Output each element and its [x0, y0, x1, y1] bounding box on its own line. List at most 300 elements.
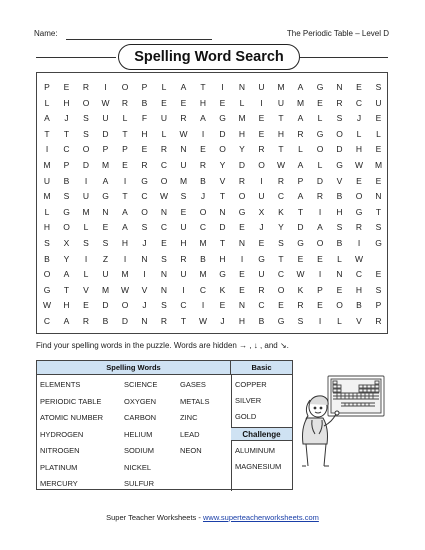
grid-letter: H — [277, 128, 285, 139]
basic-word: COPPER — [235, 380, 267, 389]
grid-letter: A — [317, 222, 323, 233]
grid-letter: L — [356, 128, 362, 139]
grid-letter: T — [200, 82, 206, 92]
grid-letter: U — [82, 191, 90, 202]
student-periodic-table-illustration — [298, 370, 388, 470]
grid-row — [37, 282, 387, 298]
grid-letter: S — [375, 222, 382, 233]
grid-letter: S — [102, 238, 109, 248]
instructions: Find your spelling words in the puzzle. Words are hidden → , ↓ , and ↘. — [36, 341, 289, 350]
grid-letter: M — [43, 160, 51, 170]
page-title-text: Spelling Word Search — [134, 49, 284, 65]
grid-letter: U — [258, 191, 265, 202]
challenge-word: ALUMINUM — [235, 446, 276, 455]
grid-row — [37, 204, 387, 220]
grid-letter: A — [63, 269, 70, 280]
grid-letter: M — [179, 175, 188, 186]
grid-letter: B — [356, 300, 362, 311]
grid-letter: W — [120, 284, 130, 295]
grid-row — [37, 235, 387, 251]
grid-letter: L — [44, 97, 50, 108]
grid-letter: R — [141, 160, 148, 170]
grid-letter: U — [180, 269, 187, 280]
grid-letter: S — [83, 128, 89, 139]
spelling-word: ELEMENTS — [40, 380, 81, 389]
grid-letter: B — [336, 238, 343, 248]
grid-row — [37, 126, 387, 142]
spelling-word: SODIUM — [124, 446, 154, 455]
grid-letter: D — [102, 300, 109, 311]
grid-letter: L — [337, 253, 342, 264]
grid-letter: I — [84, 175, 88, 186]
grid-letter: G — [43, 284, 51, 295]
spelling-word: ZINC — [180, 413, 198, 422]
grid-letter: A — [44, 113, 50, 124]
grid-letter: I — [201, 128, 205, 139]
grid-letter: U — [375, 97, 382, 108]
grid-letter: K — [278, 206, 284, 217]
grid-letter: A — [297, 160, 304, 170]
grid-letter: N — [336, 82, 343, 92]
grid-letter: A — [102, 175, 109, 186]
grid-letter: Y — [63, 253, 70, 264]
grid-letter: P — [375, 300, 382, 311]
spelling-word: LEAD — [180, 429, 200, 439]
grid-letter: E — [83, 300, 89, 311]
grid-letter: E — [336, 284, 343, 295]
grid-letter: H — [63, 300, 70, 311]
grid-row — [37, 157, 387, 173]
grid-letter: I — [318, 206, 322, 217]
grid-letter: T — [122, 128, 128, 139]
spelling-word: NICKEL — [124, 462, 152, 472]
grid-letter: O — [141, 206, 148, 217]
grid-letter: S — [180, 191, 187, 202]
grid-row — [37, 251, 387, 267]
grid-letter: E — [63, 82, 70, 92]
challenge-header: Challenge — [231, 427, 292, 441]
grid-letter: U — [160, 113, 168, 124]
grid-letter: E — [161, 238, 167, 248]
spelling-word: SULFUR — [124, 479, 155, 488]
grid-letter: N — [238, 82, 246, 92]
grid-letter: E — [258, 238, 265, 248]
grid-letter: O — [277, 284, 285, 295]
grid-letter: I — [143, 269, 146, 280]
spelling-word: SCIENCE — [124, 380, 158, 389]
grid-letter: J — [356, 113, 362, 124]
grid-letter: O — [121, 82, 129, 92]
grid-letter: M — [277, 82, 285, 92]
grid-letter: P — [317, 284, 323, 295]
spelling-word: GASES — [180, 380, 206, 389]
grid-row — [37, 173, 387, 189]
grid-letter: S — [297, 316, 304, 326]
grid-letter: Z — [102, 253, 109, 264]
grid-letter: U — [258, 269, 265, 280]
grid-letter: W — [354, 253, 364, 264]
grid-letter: W — [198, 316, 208, 326]
grid-letter: A — [122, 222, 128, 233]
grid-letter: N — [102, 206, 109, 217]
grid-letter: G — [277, 316, 285, 326]
grid-letter: G — [316, 82, 324, 92]
grid-row — [37, 297, 387, 313]
grid-letter: H — [219, 253, 226, 264]
grid-letter: P — [44, 82, 50, 92]
grid-letter: E — [356, 175, 362, 186]
grid-row — [37, 110, 387, 126]
grid-letter: I — [221, 82, 224, 92]
grid-letter: B — [258, 316, 265, 326]
grid-letter: S — [83, 113, 89, 124]
grid-letter: V — [356, 316, 362, 326]
grid-letter: T — [219, 191, 226, 202]
word-list-table — [36, 360, 293, 490]
grid-letter: B — [200, 253, 206, 264]
grid-letter: H — [199, 97, 207, 108]
grid-letter: O — [121, 300, 129, 311]
grid-letter: O — [82, 144, 90, 155]
page-title — [118, 44, 300, 70]
grid-letter: G — [355, 206, 363, 217]
grid-letter: S — [161, 300, 167, 311]
grid-letter: R — [336, 97, 343, 108]
grid-letter: N — [219, 206, 226, 217]
grid-letter: O — [336, 300, 343, 311]
grid-letter: D — [102, 128, 109, 139]
grid-letter: T — [122, 191, 128, 202]
grid-letter: D — [121, 316, 129, 326]
grid-letter: E — [102, 222, 109, 233]
grid-letter: C — [180, 300, 187, 311]
spelling-word: ATOMIC NUMBER — [40, 413, 104, 422]
grid-letter: C — [199, 284, 207, 295]
grid-letter: B — [102, 316, 109, 326]
grid-letter: J — [220, 316, 225, 326]
grid-letter: E — [317, 97, 323, 108]
title-rule-right — [300, 57, 388, 58]
grid-letter: E — [258, 128, 265, 139]
grid-letter: R — [160, 144, 168, 155]
grid-letter: Y — [278, 222, 284, 233]
grid-letter: D — [316, 175, 324, 186]
grid-letter: U — [180, 222, 187, 233]
grid-letter: L — [317, 160, 323, 170]
grid-letter: O — [219, 144, 226, 155]
grid-letter: W — [179, 128, 188, 139]
grid-letter: G — [219, 269, 226, 280]
grid-letter: K — [297, 284, 304, 295]
grid-letter: C — [199, 222, 207, 233]
grid-letter: J — [142, 238, 147, 248]
spelling-word: METALS — [180, 396, 210, 406]
grid-letter: R — [355, 222, 363, 233]
grid-letter: G — [375, 238, 382, 248]
grid-letter: F — [141, 113, 148, 124]
grid-letter: I — [357, 238, 361, 248]
grid-letter: I — [318, 269, 322, 280]
footer-text: Super Teacher Worksheets - — [106, 513, 203, 522]
grid-letter: L — [83, 269, 89, 280]
worksheet-level: The Periodic Table – Level D — [286, 29, 389, 38]
grid-letter: K — [219, 284, 226, 295]
grid-letter: O — [160, 175, 168, 186]
grid-letter: V — [219, 175, 226, 186]
spelling-words-header: Spelling Words — [37, 361, 231, 375]
grid-row — [37, 313, 387, 329]
grid-letter: W — [354, 160, 364, 170]
grid-letter: S — [141, 222, 148, 233]
grid-letter: D — [82, 160, 90, 170]
grid-letter: C — [160, 222, 168, 233]
grid-letter: W — [276, 160, 286, 170]
spelling-word: MERCURY — [40, 479, 78, 488]
grid-letter: L — [239, 97, 245, 108]
grid-letter: N — [375, 191, 382, 202]
grid-letter: E — [141, 144, 148, 155]
grid-letter: R — [82, 316, 90, 326]
spelling-word: OXYGEN — [124, 396, 157, 406]
grid-letter: L — [298, 144, 303, 155]
grid-letter: P — [297, 175, 304, 186]
grid-letter: R — [258, 144, 265, 155]
grid-letter: E — [180, 206, 187, 217]
grid-letter: C — [355, 97, 363, 108]
grid-letter: S — [336, 222, 343, 233]
spelling-word: PLATINUM — [40, 462, 78, 472]
grid-letter: M — [43, 191, 51, 202]
grid-letter: R — [297, 128, 304, 139]
grid-letter: A — [180, 82, 187, 92]
grid-letter: E — [239, 269, 245, 280]
grid-letter: J — [200, 191, 206, 202]
grid-letter: H — [141, 128, 148, 139]
grid-letter: J — [64, 113, 69, 124]
grid-letter: L — [337, 316, 342, 326]
grid-letter: B — [200, 175, 206, 186]
grid-letter: H — [238, 128, 246, 139]
grid-letter: B — [63, 175, 70, 186]
grid-letter: G — [316, 128, 324, 139]
grid-letter: O — [316, 144, 324, 155]
grid-letter: P — [122, 144, 128, 155]
grid-letter: T — [278, 253, 284, 264]
grid-letter: E — [239, 284, 245, 295]
grid-letter: E — [258, 113, 265, 124]
grid-letter: B — [336, 191, 343, 202]
grid-letter: H — [238, 316, 246, 326]
grid-letter: L — [376, 128, 381, 139]
grid-letter: E — [180, 97, 187, 108]
grid-letter: B — [44, 253, 50, 264]
grid-letter: O — [316, 238, 324, 248]
grid-letter: L — [161, 82, 167, 92]
grid-letter: T — [180, 316, 187, 326]
grid-letter: O — [336, 128, 343, 139]
grid-letter: C — [141, 191, 148, 202]
grid-letter: E — [375, 269, 382, 280]
word-search-grid — [36, 72, 388, 334]
grid-letter: C — [277, 269, 285, 280]
grid-letter: M — [101, 284, 110, 295]
grid-letter: H — [63, 97, 70, 108]
grid-letter: S — [375, 284, 382, 295]
grid-letter: Y — [239, 144, 245, 155]
grid-letter: S — [63, 191, 70, 202]
grid-letter: H — [355, 144, 363, 155]
grid-letter: G — [336, 160, 343, 170]
grid-letter: C — [63, 144, 70, 155]
grid-letter: A — [200, 113, 206, 124]
grid-letter: Y — [219, 160, 226, 170]
grid-letter: J — [142, 300, 147, 311]
grid-letter: C — [160, 160, 168, 170]
grid-letter: R — [199, 160, 207, 170]
grid-letter: O — [82, 97, 90, 108]
grid-letter: M — [199, 238, 207, 248]
spelling-word: HELIUM — [124, 429, 153, 439]
grid-letter: G — [297, 238, 304, 248]
footer-link[interactable]: www.superteacherworksheets.com — [202, 513, 319, 522]
grid-letter: S — [278, 238, 284, 248]
grid-letter: H — [121, 238, 129, 248]
grid-letter: M — [82, 206, 90, 217]
grid-letter: D — [219, 222, 226, 233]
grid-letter: T — [278, 144, 284, 155]
basic-header: Basic — [231, 361, 292, 375]
grid-letter: S — [336, 113, 343, 124]
footer — [0, 513, 425, 522]
grid-letter: N — [238, 238, 246, 248]
title-rule-left — [36, 57, 116, 58]
grid-letter: R — [121, 97, 129, 108]
grid-letter: W — [101, 97, 110, 108]
grid-letter: U — [277, 97, 285, 108]
grid-letter: B — [141, 97, 148, 108]
grid-letter: T — [297, 206, 304, 217]
grid-letter: N — [160, 206, 168, 217]
spelling-word: HYDROGEN — [40, 429, 84, 439]
grid-letter: M — [238, 113, 246, 124]
grid-letter: E — [161, 97, 167, 108]
grid-row — [37, 266, 387, 282]
grid-letter: R — [297, 300, 304, 311]
grid-letter: I — [45, 144, 49, 155]
grid-letter: E — [278, 300, 284, 311]
grid-letter: R — [316, 191, 324, 202]
spelling-word: PERIODIC TABLE — [40, 396, 102, 406]
grid-letter: M — [199, 269, 207, 280]
grid-letter: H — [180, 238, 187, 248]
grid-letter: E — [122, 160, 128, 170]
grid-letter: R — [180, 253, 187, 264]
grid-letter: H — [43, 222, 51, 233]
grid-letter: J — [259, 222, 264, 233]
grid-letter: O — [258, 160, 265, 170]
grid-letter: N — [141, 253, 148, 264]
grid-letter: E — [375, 144, 382, 155]
grid-letter: N — [238, 300, 246, 311]
grid-letter: T — [44, 128, 50, 139]
grid-letter: O — [355, 191, 363, 202]
grid-letter: I — [260, 97, 263, 108]
grid-letter: L — [161, 128, 167, 139]
grid-letter: G — [219, 113, 226, 124]
grid-letter: E — [317, 253, 323, 264]
grid-letter: N — [141, 316, 148, 326]
grid-letter: C — [277, 191, 285, 202]
grid-letter: U — [102, 113, 109, 124]
grid-letter: I — [318, 316, 322, 326]
grid-letter: D — [238, 160, 246, 170]
grid-letter: A — [122, 206, 128, 217]
grid-letter: P — [141, 82, 148, 92]
grid-letter: M — [101, 160, 110, 170]
grid-letter: E — [317, 300, 323, 311]
grid-letter: V — [141, 284, 148, 295]
grid-letter: D — [336, 144, 343, 155]
grid-letter: R — [238, 175, 246, 186]
grid-letter: O — [238, 191, 246, 202]
grid-letter: S — [375, 82, 382, 92]
grid-letter: T — [375, 206, 382, 217]
grid-letter: U — [102, 269, 109, 280]
grid-letter: V — [336, 175, 343, 186]
challenge-word: MAGNESIUM — [235, 462, 282, 471]
grid-letter: E — [375, 175, 382, 186]
grid-row — [37, 79, 387, 95]
grid-letter: R — [160, 316, 168, 326]
grid-letter: G — [141, 175, 148, 186]
grid-letter: X — [63, 238, 70, 248]
grid-letter: W — [159, 191, 169, 202]
grid-letter: I — [104, 82, 107, 92]
grid-letter: E — [297, 253, 304, 264]
grid-letter: I — [182, 284, 185, 295]
grid-letter: E — [219, 300, 226, 311]
grid-letter: I — [123, 175, 127, 186]
grid-letter: O — [199, 206, 207, 217]
grid-letter: D — [219, 128, 226, 139]
grid-letter: R — [277, 175, 285, 186]
grid-letter: R — [180, 113, 187, 124]
grid-letter: A — [297, 191, 304, 202]
grid-letter: A — [297, 82, 304, 92]
grid-letter: I — [84, 253, 88, 264]
grid-letter: A — [63, 316, 70, 326]
grid-letter: L — [122, 113, 128, 124]
grid-letter: W — [296, 269, 305, 280]
grid-letter: P — [63, 160, 70, 170]
basic-word: SILVER — [235, 396, 262, 405]
grid-letter: I — [201, 300, 205, 311]
grid-letter: L — [83, 222, 89, 233]
grid-letter: N — [180, 144, 187, 155]
name-label: Name: — [34, 29, 58, 38]
grid-letter: T — [278, 113, 284, 124]
grid-letter: N — [160, 269, 168, 280]
grid-letter: U — [258, 82, 265, 92]
grid-letter: E — [239, 222, 245, 233]
basic-word: GOLD — [235, 412, 257, 421]
grid-letter: R — [375, 316, 382, 326]
grid-letter: M — [121, 269, 129, 280]
spelling-word: NITROGEN — [40, 446, 80, 455]
grid-letter: C — [355, 269, 363, 280]
grid-letter: S — [44, 238, 50, 248]
grid-letter: O — [63, 222, 70, 233]
